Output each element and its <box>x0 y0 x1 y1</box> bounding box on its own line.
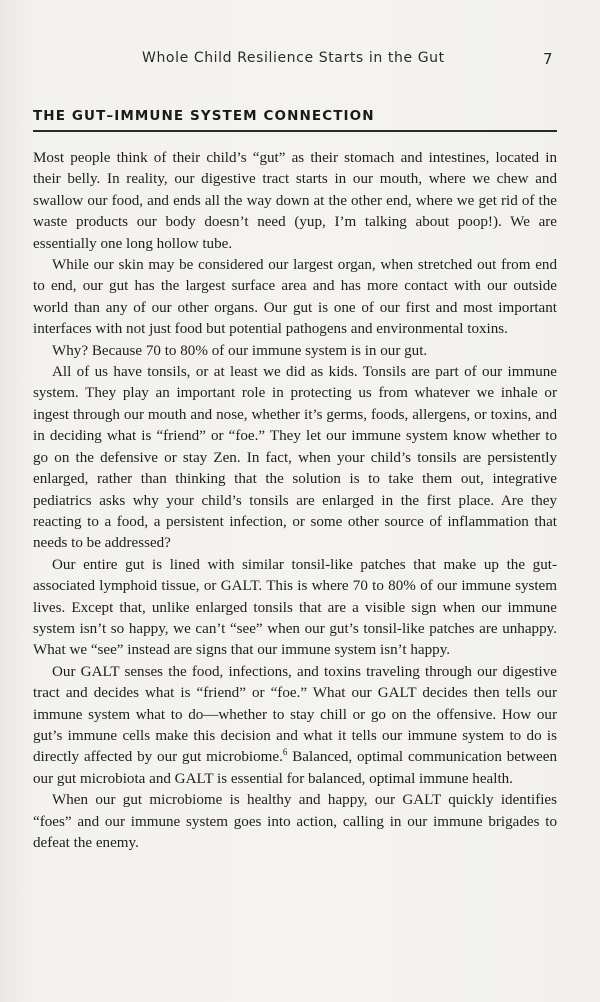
paragraph: Most people think of their child’s “gut” as their stomach and intestines, located in their belly. In reality, our digestive tract starts in our mouth, where we chew and swallow our food, and ends all the way down at the other end, where we get rid of the waste products our body doesn’t need (yup, I’m talking about poop!). We are essentially one long hollow tube. <box>33 150 557 252</box>
paragraph: When our gut microbiome is healthy and happy, our GALT quickly identifies “foes” and our immune system goes into action, calling in our immune brigades to defeat the enemy. <box>33 792 557 851</box>
heading-rule <box>33 130 557 132</box>
footnote-marker: 6 <box>282 747 288 758</box>
running-head-title: Whole Child Resilience Starts in the Gut <box>142 50 445 66</box>
paragraph: All of us have tonsils, or at least we did as kids. Tonsils are part of our immune system. They play an important role in protecting us from whatever we inhale or ingest through our mouth and nose, whether it’s germs, foods, allergens, or toxins, and in deciding what is “friend” or “foe.” They let our immune system know whether to go on the defensive or stay Zen. In fact, when your child’s tonsils are persistently enlarged, rather than thinking that the solution is to take them out, integrative pediatrics asks why your child’s tonsils are enlarged in the first place. Are they reacting to a food, a persistent infection, or some other source of inflammation that needs to be addressed? <box>33 364 557 552</box>
section-heading: THE GUT–IMMUNE SYSTEM CONNECTION <box>33 108 375 124</box>
paragraph <box>33 662 557 790</box>
page-number: 7 <box>543 50 553 68</box>
body-text <box>33 148 557 854</box>
paragraph-text-continued: Balanced, optimal communication between our gut microbiota and GALT is essential for balanced, optimal immune health. <box>33 749 557 787</box>
paragraph: While our skin may be considered our largest organ, when stretched out from end to end, our gut has the largest surface area and has more contact with our outside world than any of our other organs. Our gut is one of our first and most important interfaces with not just food but potential pathogens and environmental toxins. <box>33 257 557 338</box>
paragraph-text: Our GALT senses the food, infections, and toxins traveling through our digestive tract and decides what is “friend” or “foe.” What our GALT decides then tells our immune system what to do—whether to stay chill or go on the offensive. How our gut’s immune cells make this decision and what it tells our immune system to do is directly affected by our gut microbiome. <box>33 663 557 766</box>
paragraph: Why? Because 70 to 80% of our immune system is in our gut. <box>52 342 428 359</box>
paragraph: Our entire gut is lined with similar tonsil-like patches that make up the gut-associated lymphoid tissue, or GALT. This is where 70 to 80% of our immune system lives. Except that, unlike enlarged tonsils that are a visible sign when our immune system isn’t so happy, we can’t “see” when our gut’s tonsil-like patches are unhappy. What we “see” instead are signs that our immune system isn’t happy. <box>33 556 557 659</box>
